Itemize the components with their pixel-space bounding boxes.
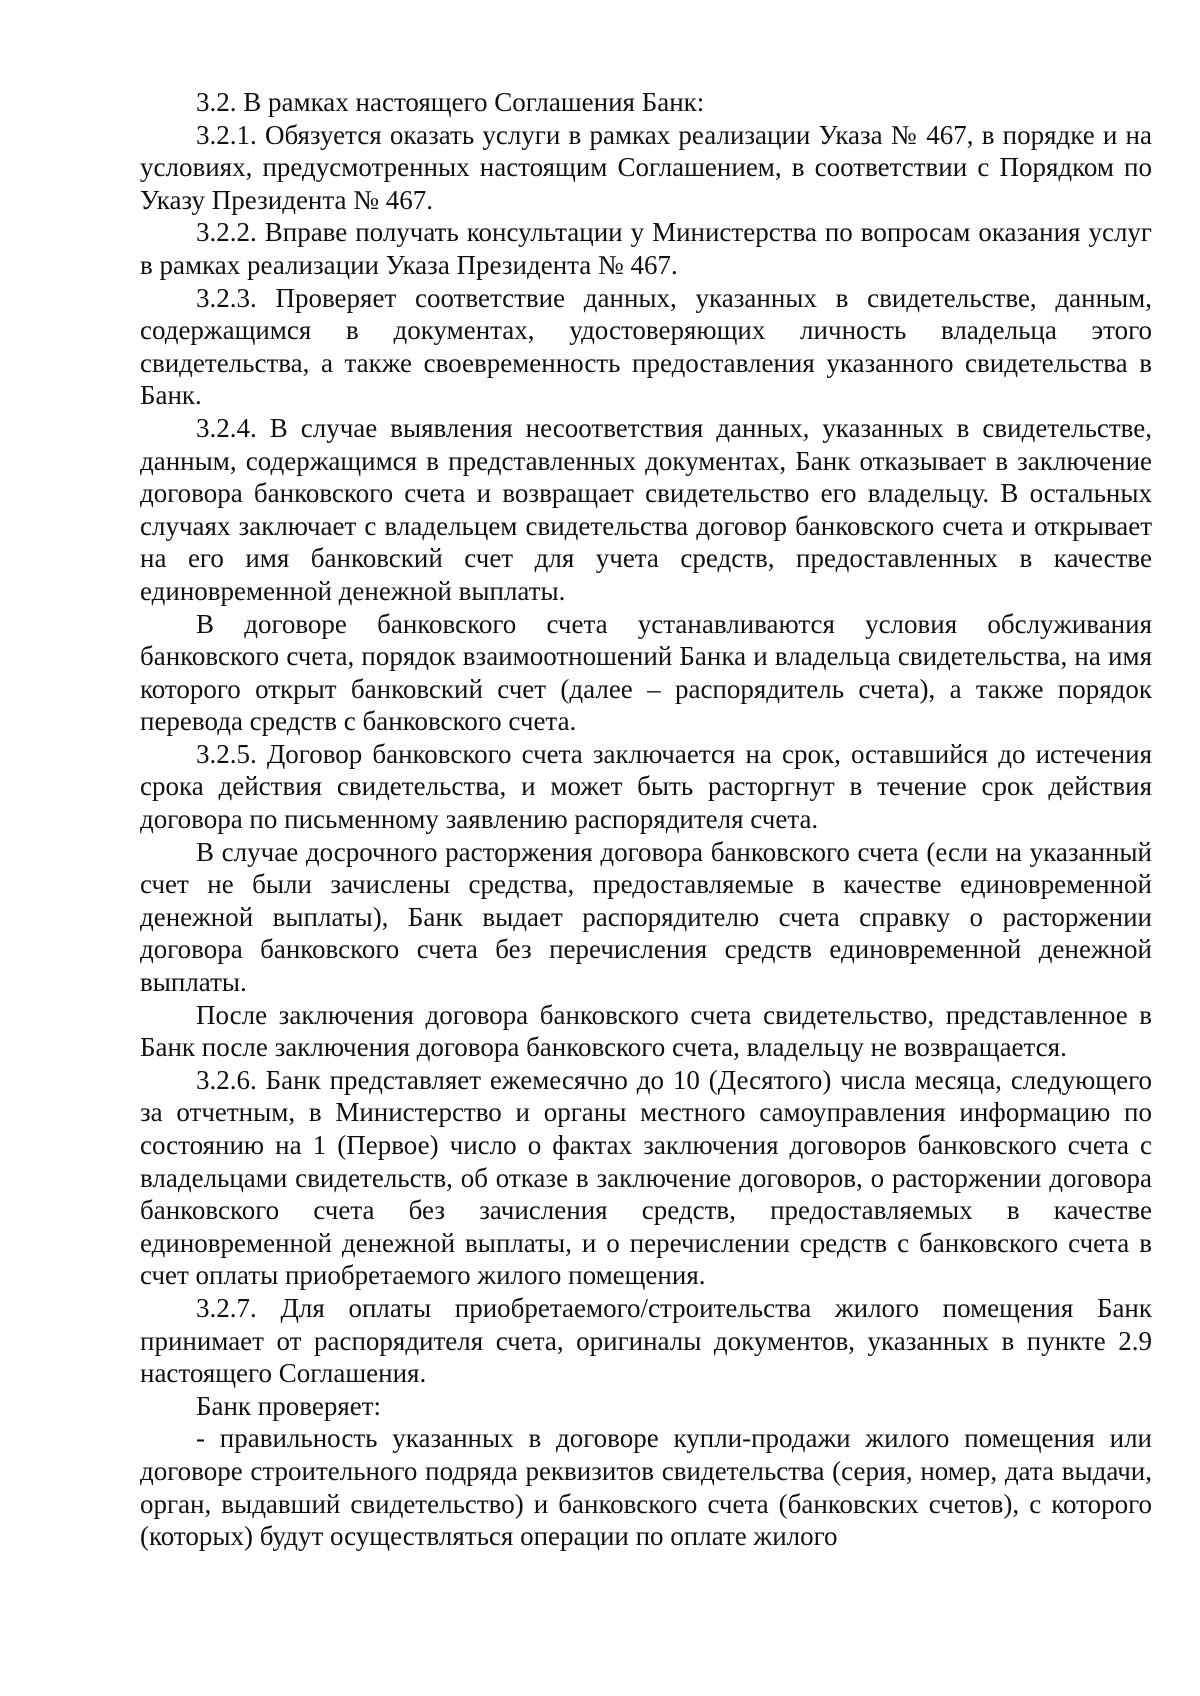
paragraph-3-2-4: 3.2.4. В случае выявления несоответствия данных, указанных в свидетельстве, данным, содержащимся в представленных документах, Банк отказывает в заключение договора банковского счета и возвращает свидетельство его владельцу. В остальных случаях заключает с владельцем свидетельства договор банковского счета и открывает на его имя банковский счет для учета средств, предоставленных в качестве единовременной денежной выплаты. xyxy=(140,412,1152,606)
paragraph-account-terms: В договоре банковского счета устанавливаются условия обслуживания банковского счета, порядок взаимоотношений Банка и владельца свидетельства, на имя которого открыт банковский счет (далее – распорядитель счета), а также порядок перевода средств с банковского счета. xyxy=(140,608,1152,737)
document-page xyxy=(140,86,1152,1553)
paragraph-3-2-2: 3.2.2. Вправе получать консультации у Министерства по вопросам оказания услуг в рамках реализации Указа Президента № 467. xyxy=(140,217,1152,280)
paragraph-early-termination: В случае досрочного расторжения договора банковского счета (если на указанный счет не были зачислены средства, предоставляемые в качестве единовременной денежной выплаты), Банк выдает распорядителю счета справку о расторжении договора банковского счета без перечисления средств единовременной денежной выплаты. xyxy=(140,836,1152,998)
paragraph-3-2-6: 3.2.6. Банк представляет ежемесячно до 10 (Десятого) числа месяца, следующего за отчетным, в Министерство и органы местного самоуправления информацию по состоянию на 1 (Первое) число о фактах заключения договоров банковского счета с владельцами свидетельств, об отказе в заключение договоров, о расторжении договора банковского счета без зачисления средств, предоставляемых в качестве единовременной денежной выплаты, и о перечислении средств с банковского счета в счет оплаты приобретаемого жилого помещения. xyxy=(140,1064,1152,1291)
paragraph-3-2-3: 3.2.3. Проверяет соответствие данных, указанных в свидетельстве, данным, содержащимся в документах, удостоверяющих личность владельца этого свидетельства, а также своевременность предоставления указанного свидетельства в Банк. xyxy=(140,282,1152,411)
paragraph-after-conclusion: После заключения договора банковского счета свидетельство, представленное в Банк после заключения договора банковского счета, владельцу не возвращается. xyxy=(140,999,1152,1063)
paragraph-3-2-7: 3.2.7. Для оплаты приобретаемого/строительства жилого помещения Банк принимает от распорядителя счета, оригиналы документов, указанных в пункте 2.9 настоящего Соглашения. xyxy=(140,1292,1152,1389)
paragraph-3-2-5: 3.2.5. Договор банковского счета заключается на срок, оставшийся до истечения срока действия свидетельства, и может быть расторгнут в течение срок действия договора по письменному заявлению распорядителя счета. xyxy=(140,738,1152,835)
paragraph-check-details: - правильность указанных в договоре купли-продажи жилого помещения или договоре строительного подряда реквизитов свидетельства (серия, номер, дата выдачи, орган, выдавший свидетельство) и банковского счета (банковских счетов), с которого (которых) будут осуществляться операции по оплате жилого xyxy=(140,1423,1152,1552)
paragraph-3-2: 3.2. В рамках настоящего Соглашения Банк: xyxy=(196,87,705,117)
paragraph-3-2-1: 3.2.1. Обязуется оказать услуги в рамках реализации Указа № 467, в порядке и на условиях, предусмотренных настоящим Соглашением, в соответствии с Порядком по Указу Президента № 467. xyxy=(140,119,1152,215)
paragraph-bank-checks: Банк проверяет: xyxy=(196,1390,382,1421)
